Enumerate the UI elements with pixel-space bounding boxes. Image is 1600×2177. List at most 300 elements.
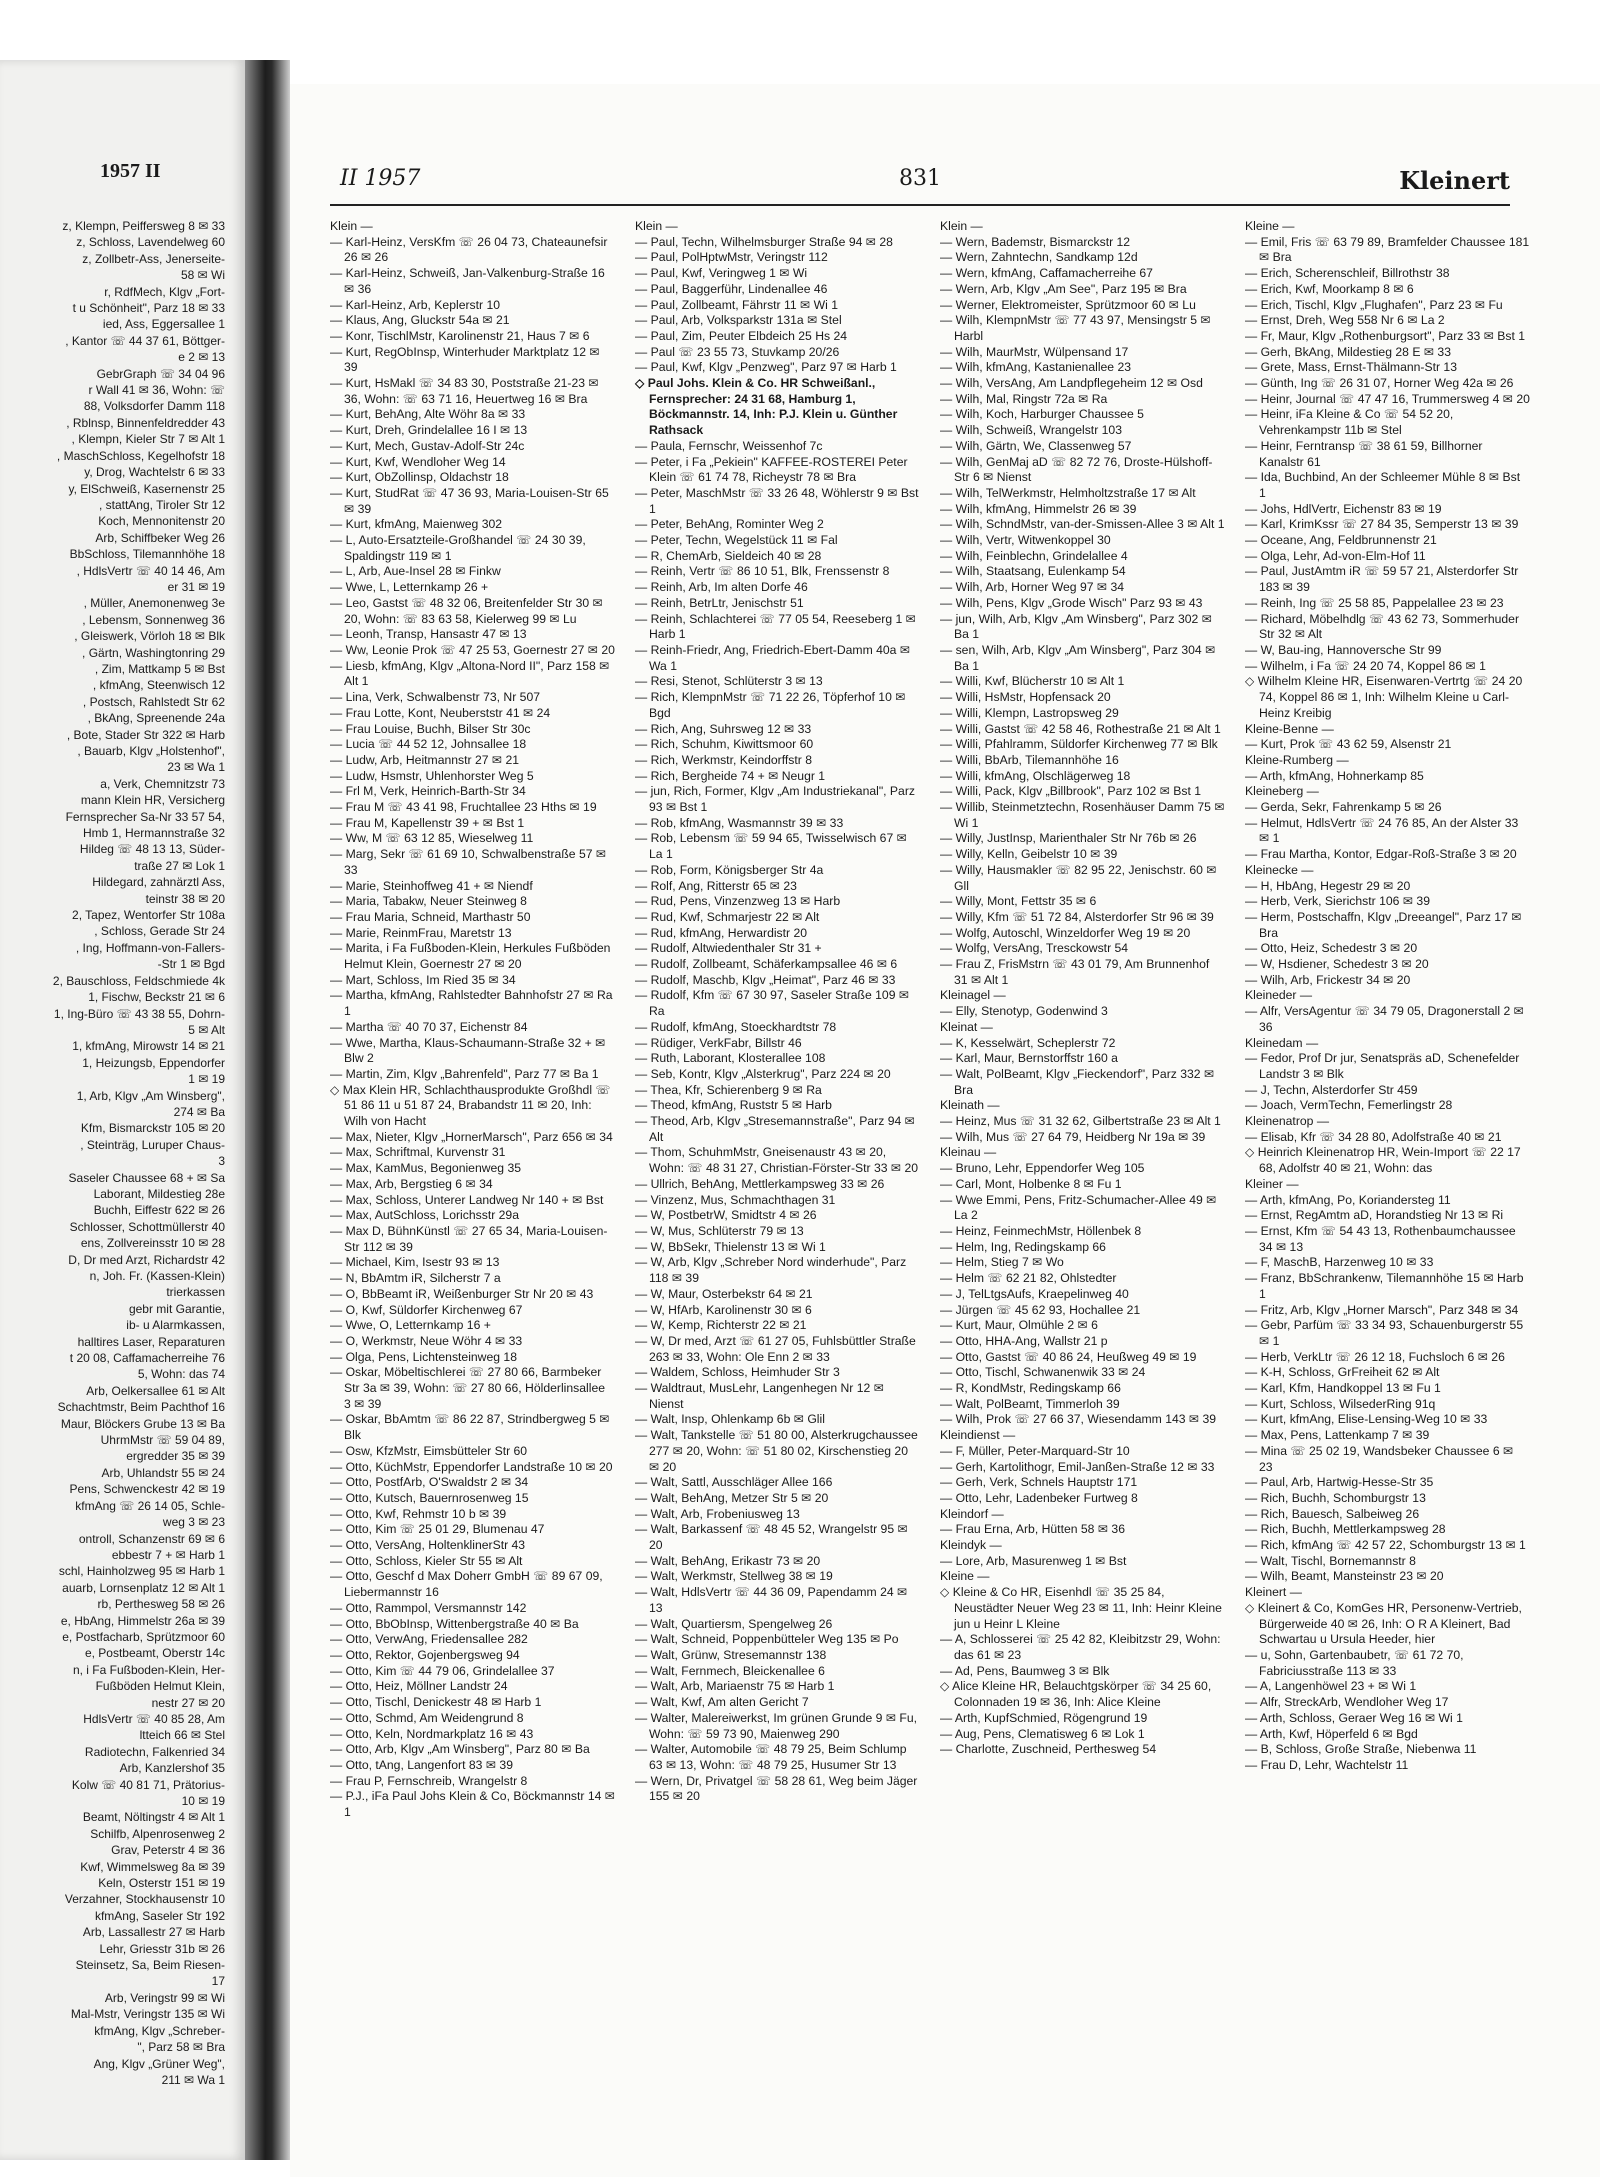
directory-entry: — Kurt, BehAng, Alte Wöhr 8a ✉ 33 bbox=[330, 407, 526, 422]
directory-entry: — Liesb, kfmAng, Klgv „Altona-Nord II", Parz 158 ✉ Alt 1 bbox=[330, 658, 610, 689]
directory-entry: — Frau P, Fernschreib, Wrangelstr 8 bbox=[330, 1773, 528, 1788]
directory-entry: — Franz, BbSchrankenw, Tilemannhöhe 15 ✉ Harb 1 bbox=[1245, 1271, 1524, 1301]
left-page-line: ", Parz 58 ✉ Bra bbox=[137, 2040, 225, 2055]
left-page-line: schl, Hainholzweg 95 ✉ Harb 1 bbox=[58, 1564, 225, 1579]
directory-entry: — Paul ☏ 23 55 73, Stuvkamp 20/26 bbox=[635, 344, 840, 359]
directory-entry: — Otto, Arb, Klgv „Am Winsberg", Parz 80 ✉ Ba bbox=[330, 1742, 590, 1757]
directory-entry: — Walter, Malereiwerkst, Im grünen Grunde 9 ✉ Fu, Wohn: ☏ 59 73 90, Maienweg 290 bbox=[635, 1710, 918, 1741]
directory-entry: — Max, Nieter, Klgv „HornerMarsch", Parz 656 ✉ 34 bbox=[330, 1129, 613, 1144]
left-page-line: Pens, Schwenckestr 42 ✉ 19 bbox=[69, 1482, 225, 1497]
left-page-line: ens, Zollvereinsstr 10 ✉ 28 bbox=[80, 1236, 225, 1251]
left-page-line: kfmAng, Saseler Str 192 bbox=[94, 1908, 225, 1923]
directory-entry: — u, Sohn, Gartenbaubetr, ☏ 61 72 70, Fabriciusstraße 113 ✉ 33 bbox=[1245, 1647, 1464, 1678]
directory-entry: — Willi, HsMstr, Hopfensack 20 bbox=[940, 690, 1111, 705]
left-page-line: Maur, Blöckers Grube 13 ✉ Ba bbox=[60, 1416, 225, 1431]
left-page-line: 17 bbox=[211, 1974, 225, 1989]
left-page-line: 1, Ing-Büro ☏ 43 38 55, Dohrn- bbox=[53, 1006, 225, 1021]
directory-entry: — Arth, Schloss, Geraer Weg 16 ✉ Wi 1 bbox=[1245, 1710, 1463, 1725]
left-page-line: , HdlsVertr ☏ 40 14 46, Am bbox=[76, 563, 225, 578]
directory-entry: — Otto, HHA-Ang, Wallstr 21 p bbox=[940, 1333, 1108, 1348]
directory-entry: — Thea, Kfr, Schierenberg 9 ✉ Ra bbox=[635, 1082, 822, 1097]
running-head-name: Kleinert bbox=[1399, 166, 1510, 195]
directory-entry: — Rich, Buchh, Mettlerkampsweg 28 bbox=[1245, 1522, 1446, 1537]
directory-entry: — Otto, Kutsch, Bauernrosenweg 15 bbox=[330, 1490, 529, 1505]
left-page-line: 10 ✉ 19 bbox=[181, 1794, 225, 1808]
directory-entry: — Max, Schloss, Unterer Landweg Nr 140 + ✉ Bst bbox=[330, 1192, 604, 1207]
directory-entry: — Marie, ReinmFrau, Maretstr 13 bbox=[330, 925, 512, 940]
directory-entry: — Wolfg, Autoschl, Winzeldorfer Weg 19 ✉ 20 bbox=[940, 925, 1191, 940]
directory-entry: — Peter, BehAng, Rominter Weg 2 bbox=[635, 517, 824, 532]
directory-entry: — Gebr, Parfüm ☏ 33 34 93, Schauenburgerstr 55 ✉ 1 bbox=[1245, 1318, 1524, 1348]
directory-entry: ◇ Kleinert & Co, KomGes HR, Personenw-Vertrieb, Bürgerweide 40 ✉ 26, Inh: O R A Kleinert, Bad Schwartau u Ursula Heeder, hier bbox=[1245, 1600, 1522, 1647]
left-page-line: 23 ✉ Wa 1 bbox=[167, 760, 225, 775]
directory-entry: — Wilh, Feinblechn, Grindelallee 4 bbox=[940, 548, 1128, 563]
left-page-line: Fußböden Helmut Klein, bbox=[95, 1679, 225, 1694]
left-page-line: Lehr, Griesstr 31b ✉ 26 bbox=[99, 1941, 225, 1956]
directory-entry: — Rich, Ang, Suhrsweg 12 ✉ 33 bbox=[635, 721, 812, 736]
left-page-line: Arb, Schiffbeker Weg 26 bbox=[95, 530, 225, 545]
left-page-line: , stattAng, Tiroler Str 12 bbox=[98, 497, 225, 512]
directory-entry: — Ernst, RegAmtm aD, Horandstieg Nr 13 ✉ Ri bbox=[1245, 1208, 1504, 1223]
directory-entry: — Erich, Scherenschleif, Billrothstr 38 bbox=[1245, 266, 1450, 281]
right-page bbox=[290, 84, 1600, 2177]
directory-entry: — Reinh, Schlachterei ☏ 77 05 54, Reeseberg 1 ✉ Harb 1 bbox=[635, 611, 916, 642]
directory-entry: — Kurt, HsMakl ☏ 34 83 30, Poststraße 21-23 ✉ 36, Wohn: ☏ 63 71 16, Heuertweg 16 ✉ Bra bbox=[330, 376, 599, 406]
left-page-line: weg 3 ✉ 23 bbox=[162, 1515, 225, 1530]
directory-entry: — Arth, kfmAng, Hohnerkamp 85 bbox=[1245, 768, 1424, 783]
surname-heading: Kleine-Benne — bbox=[1245, 721, 1334, 736]
directory-entry: — Willy, Mont, Fettstr 35 ✉ 6 bbox=[940, 894, 1097, 909]
directory-entry: — Wwe, Martha, Klaus-Schaumann-Straße 32 + ✉ Blw 2 bbox=[330, 1035, 606, 1066]
directory-entry: — Kurt, kfmAng, Elise-Lensing-Weg 10 ✉ 33 bbox=[1245, 1412, 1488, 1427]
left-page-line: Schachtmstr, Beim Pachthof 16 bbox=[57, 1400, 225, 1415]
directory-entry: — Frau Z, FrisMstrn ☏ 43 01 79, Am Brunnenhof 31 ✉ Alt 1 bbox=[940, 957, 1210, 987]
surname-heading: Kleine-Rumberg — bbox=[1245, 752, 1349, 767]
directory-entry: — Otto, Heiz, Möllner Landstr 24 bbox=[330, 1679, 508, 1694]
directory-entry: — Peter, Techn, Wegelstück 11 ✉ Fal bbox=[635, 533, 838, 548]
directory-entry: — Willi, Klempn, Lastropsweg 29 bbox=[940, 705, 1119, 720]
directory-entry: — Wilh, Gärtn, We, Classenweg 57 bbox=[940, 438, 1132, 453]
left-page-line: rb, Perthesweg 58 ✉ 26 bbox=[97, 1597, 225, 1612]
left-page-line: e, Postbeamt, Oberstr 14c bbox=[84, 1646, 225, 1661]
directory-entry: — Wilh, Arb, Frickestr 34 ✉ 20 bbox=[1245, 972, 1411, 987]
directory-entry: — Johs, HdlVertr, Eichenstr 83 ✉ 19 bbox=[1245, 501, 1442, 516]
directory-entry: — Lina, Verk, Schwalbenstr 73, Nr 507 bbox=[330, 690, 541, 705]
directory-entry: — Martha, kfmAng, Rahlstedter Bahnhofstr 27 ✉ Ra 1 bbox=[330, 988, 613, 1019]
directory-entry: — Resi, Stenot, Schlüterstr 3 ✉ 13 bbox=[635, 674, 823, 689]
directory-entry: — Walt, PolBeamt, Klgv „Fieckendorf", Parz 332 ✉ Bra bbox=[940, 1066, 1215, 1097]
directory-entry: — Lore, Arb, Masurenweg 1 ✉ Bst bbox=[940, 1553, 1127, 1568]
directory-entry: — Helm ☏ 62 21 82, Ohlstedter bbox=[940, 1271, 1117, 1286]
directory-entry: — Kurt, Maur, Olmühle 2 ✉ 6 bbox=[940, 1318, 1098, 1333]
directory-entry: — Werner, Elektromeister, Sprützmoor 60 ✉ Lu bbox=[940, 297, 1196, 312]
directory-entry: — Walt, HdlsVertr ☏ 44 36 09, Papendamm 24 ✉ 13 bbox=[635, 1585, 908, 1615]
directory-entry: — Willi, BbArb, Tilemannhöhe 16 bbox=[940, 752, 1119, 767]
directory-entry: — Rich, KlempnMstr ☏ 71 22 26, Töpferhof 10 ✉ Bgd bbox=[635, 690, 906, 720]
directory-entry: — Otto, Keln, Nordmarkplatz 16 ✉ 43 bbox=[330, 1726, 534, 1741]
directory-entry: — Rob, Form, Königsberger Str 4a bbox=[635, 862, 824, 877]
directory-entry: — Wilh, Staatsang, Eulenkamp 54 bbox=[940, 564, 1126, 579]
left-page-line: Ang, Klgv „Grüner Weg", bbox=[93, 2056, 225, 2071]
directory-entry: — Paul, PolHptwMstr, Veringstr 112 bbox=[635, 250, 828, 265]
left-page-line: Grav, Peterstr 4 ✉ 36 bbox=[111, 1843, 225, 1858]
directory-entry: — Arth, Kwf, Höperfeld 6 ✉ Bgd bbox=[1245, 1726, 1418, 1741]
directory-entry: — Paul, Arb, Volksparkstr 131a ✉ Stel bbox=[635, 313, 842, 328]
directory-entry: — Wilh, kfmAng, Kastanienallee 23 bbox=[940, 360, 1132, 375]
directory-entry: — Walt, Schneid, Poppenbütteler Weg 135 ✉ Po bbox=[635, 1632, 899, 1647]
directory-entry: — Wilh, GenMaj aD ☏ 82 72 76, Droste-Hülshoff-Str 6 ✉ Nienst bbox=[940, 454, 1213, 485]
directory-entry: — Wilh, kfmAng, Himmelstr 26 ✉ 39 bbox=[940, 501, 1137, 516]
surname-heading: Kleine — bbox=[1245, 219, 1295, 233]
directory-entry: — Reinh, Ing ☏ 25 58 85, Pappelallee 23 ✉ 23 bbox=[1245, 595, 1504, 610]
directory-entry: — Ida, Buchbind, An der Schleemer Mühle 8 ✉ Bst 1 bbox=[1245, 470, 1521, 500]
directory-entry: — Erich, Kwf, Moorkamp 8 ✉ 6 bbox=[1245, 281, 1414, 296]
left-page-line: Keln, Osterstr 151 ✉ 19 bbox=[98, 1876, 225, 1891]
left-page-line: , Zim, Mattkamp 5 ✉ Bst bbox=[94, 661, 225, 676]
directory-entry: — Marg, Sekr ☏ 61 69 10, Schwalbenstraße 57 ✉ 33 bbox=[330, 847, 607, 877]
directory-entry: — Osw, KfzMstr, Eimsbütteler Str 60 bbox=[330, 1443, 528, 1458]
left-page-line: ebbestr 7 + ✉ Harb 1 bbox=[111, 1547, 225, 1562]
directory-entry: — Frau Louise, Buchh, Bilser Str 30c bbox=[330, 721, 531, 736]
directory-entry: — Wwe, L, Letternkamp 26 + bbox=[330, 580, 489, 595]
left-page-line: t 20 08, Caffamacherreihe 76 bbox=[69, 1351, 225, 1366]
surname-heading: Kleiner — bbox=[1245, 1176, 1299, 1191]
directory-entry: — Otto, BbObInsp, Wittenbergstraße 40 ✉ Ba bbox=[330, 1616, 579, 1631]
directory-entry: — Mina ☏ 25 02 19, Wandsbeker Chaussee 6 ✉ 23 bbox=[1245, 1443, 1514, 1474]
surname-heading: Kleinecke — bbox=[1245, 862, 1314, 877]
directory-entry: — O, Werkmstr, Neue Wöhr 4 ✉ 33 bbox=[330, 1333, 523, 1348]
directory-entry: ◇ Alice Kleine HR, Belauchtgskörper ☏ 34 25 60, Colonnaden 19 ✉ 36, Inh: Alice Kleine bbox=[940, 1679, 1212, 1710]
directory-entry: — L, Auto-Ersatzteile-Großhandel ☏ 24 30 39, Spaldingstr 119 ✉ 1 bbox=[330, 533, 586, 563]
left-page-line: kfmAng ☏ 26 14 05, Schle- bbox=[75, 1498, 225, 1513]
directory-entry: — Max, KamMus, Begonienweg 35 bbox=[330, 1161, 522, 1176]
directory-entry: — Elly, Stenotyp, Godenwind 3 bbox=[940, 1004, 1108, 1019]
directory-entry: — Walt, Tankstelle ☏ 51 80 00, Alsterkrugchaussee 277 ✉ 20, Wohn: ☏ 51 80 02, Kirschenstieg 20 ✉ 20 bbox=[635, 1428, 918, 1474]
directory-entry: — Otto, Rammpol, Versmannstr 142 bbox=[330, 1600, 527, 1615]
surname-heading: Klein — bbox=[635, 219, 678, 233]
directory-entry: — Frau Erna, Arb, Hütten 58 ✉ 36 bbox=[940, 1522, 1125, 1537]
directory-entry: — W, Kemp, Richterstr 22 ✉ 21 bbox=[635, 1318, 807, 1333]
directory-entry: — Charlotte, Zuschneid, Perthesweg 54 bbox=[940, 1742, 1157, 1757]
directory-entry: — Wilh, Arb, Horner Weg 97 ✉ 34 bbox=[940, 580, 1125, 595]
directory-entry: — Heinr, Journal ☏ 47 47 16, Trummersweg 4 ✉ 20 bbox=[1245, 391, 1530, 406]
directory-entry: — Gerh, BkAng, Mildestieg 28 E ✉ 33 bbox=[1245, 344, 1451, 359]
directory-entry: — Kurt, StudRat ☏ 47 36 93, Maria-Louisen-Str 65 ✉ 39 bbox=[330, 485, 609, 516]
directory-entry: — Karl, Maur, Bernstorffstr 160 a bbox=[940, 1051, 1118, 1066]
directory-entry: — Karl-Heinz, VersKfm ☏ 26 04 73, Chateaunefsir 26 ✉ 26 bbox=[330, 234, 608, 265]
directory-entry: — Otto, KüchMstr, Eppendorfer Landstraße 10 ✉ 20 bbox=[330, 1459, 613, 1474]
left-page-line: Laborant, Mildestieg 28e bbox=[93, 1186, 225, 1201]
directory-entry: — Walt, Grünw, Stresemannstr 138 bbox=[635, 1647, 827, 1662]
surname-heading: Kleinagel — bbox=[940, 988, 1006, 1003]
directory-entry: — Wern, Arb, Klgv „Am See", Parz 195 ✉ Bra bbox=[940, 281, 1187, 296]
directory-entry: — Walt, Fernmech, Bleickenallee 6 bbox=[635, 1663, 825, 1678]
left-page-line: r Wall 41 ✉ 36, Wohn: ☏ bbox=[88, 383, 225, 398]
left-page-line: Arb, Uhlandstr 55 ✉ 24 bbox=[101, 1465, 225, 1480]
directory-entry: — Reinh, BetrLtr, Jenischstr 51 bbox=[635, 595, 804, 610]
left-page-line: , Müller, Anemonenweg 3e bbox=[83, 596, 225, 611]
directory-entry: — W, Maur, Osterbekstr 64 ✉ 21 bbox=[635, 1286, 813, 1301]
directory-entry: — Walter, Automobile ☏ 48 79 25, Beim Schlump 63 ✉ 13, Wohn: ☏ 48 79 25, Husumer Str 13 bbox=[635, 1742, 907, 1772]
directory-entry: — Willy, Kelln, Geibelstr 10 ✉ 39 bbox=[940, 847, 1118, 862]
left-page-line: 1, Arb, Klgv „Am Winsberg", bbox=[76, 1088, 225, 1103]
directory-column-2 bbox=[635, 219, 920, 1805]
directory-entry: — W, Hsdiener, Schedestr 3 ✉ 20 bbox=[1245, 957, 1429, 972]
left-page-line: Kolw ☏ 40 81 71, Prätorius- bbox=[71, 1777, 225, 1792]
directory-entry: — A, Langenhöwel 23 + ✉ Wi 1 bbox=[1245, 1679, 1417, 1694]
directory-entry: — Grete, Mass, Ernst-Thälmann-Str 13 bbox=[1245, 360, 1457, 375]
directory-entry: — Otto, VersAng, HoltenklinerStr 43 bbox=[330, 1538, 526, 1553]
directory-entry: — Wilh, Schweiß, Wrangelstr 103 bbox=[940, 423, 1122, 438]
left-page-line: mann Klein HR, Versicherg bbox=[80, 793, 225, 808]
directory-entry: — Wilh, Mus ☏ 27 64 79, Heidberg Nr 19a ✉ 39 bbox=[940, 1129, 1206, 1144]
directory-entry: — Rudolf, Kfm ☏ 67 30 97, Saseler Straße 109 ✉ Ra bbox=[635, 988, 910, 1019]
directory-entry: — Wilh, Prok ☏ 27 66 37, Wiesendamm 143 ✉ 39 bbox=[940, 1412, 1217, 1427]
directory-entry: — Theod, Arb, Klgv „Stresemannstraße", Parz 94 ✉ Alt bbox=[635, 1114, 915, 1144]
directory-entry: — Wwe, O, Letternkamp 16 + bbox=[330, 1318, 491, 1333]
directory-entry: — Martha ☏ 40 70 37, Eichenstr 84 bbox=[330, 1019, 528, 1034]
left-page-line: 274 ✉ Ba bbox=[173, 1104, 225, 1119]
directory-entry: — Herb, Verk, Sierichstr 106 ✉ 39 bbox=[1245, 894, 1430, 909]
left-page-line: , Postsch, Rahlstedt Str 62 bbox=[82, 694, 225, 709]
directory-entry: — Willi, Gastst ☏ 42 58 46, Rothestraße 21 ✉ Alt 1 bbox=[940, 721, 1221, 736]
directory-entry: — Gerh, Verk, Schnels Hauptstr 171 bbox=[940, 1475, 1138, 1490]
directory-entry: — Peter, i Fa „Pekiein" KAFFEE-ROSTEREI Peter Klein ☏ 61 74 78, Richeystr 78 ✉ Bra bbox=[635, 454, 908, 485]
directory-entry: — W, Mus, Schlüterstr 79 ✉ 13 bbox=[635, 1224, 804, 1238]
directory-entry: — Frl M, Verk, Heinrich-Barth-Str 34 bbox=[330, 784, 526, 799]
directory-entry: — Wern, Bademstr, Bismarckstr 12 bbox=[940, 234, 1131, 249]
directory-entry: — Paul, Kwf, Klgv „Penzweg", Parz 97 ✉ Harb 1 bbox=[635, 360, 897, 375]
left-page-line: , Gleiswerk, Vörloh 18 ✉ Blk bbox=[74, 629, 225, 644]
directory-entry: — R, ChemArb, Sieldeich 40 ✉ 28 bbox=[635, 548, 822, 563]
directory-entry: — Walt, Tischl, Bornemannstr 8 bbox=[1245, 1553, 1416, 1568]
directory-entry: — Walt, Insp, Ohlenkamp 6b ✉ Glil bbox=[635, 1412, 825, 1427]
left-page-line: D, Dr med Arzt, Richardstr 42 bbox=[68, 1252, 225, 1267]
directory-entry: — Willi, kfmAng, Olschlägerweg 18 bbox=[940, 768, 1131, 783]
left-page-line: Steinsetz, Sa, Beim Riesen- bbox=[75, 1958, 225, 1973]
directory-entry: — Otto, Tischl, Schwanenwik 33 ✉ 24 bbox=[940, 1365, 1146, 1380]
left-page-line: , BkAng, Spreenende 24a bbox=[87, 711, 225, 726]
directory-entry: — Theod, kfmAng, Ruststr 5 ✉ Harb bbox=[635, 1098, 832, 1113]
directory-entry: ◇ Max Klein HR, Schlachthausprodukte Großhdl ☏ 51 86 11 u 51 87 24, Brabandstr 11 ✉ 20, Inh: Wilh von Hacht bbox=[330, 1082, 611, 1129]
directory-entry: — Oskar, Möbeltischlerei ☏ 27 80 66, Barmbeker Str 3a ✉ 39, Wohn: ☏ 27 80 66, Hölderlinsallee 3 ✉ 39 bbox=[330, 1365, 605, 1411]
left-page-line: , MaschSchloss, Kegelhofstr 18 bbox=[56, 448, 225, 463]
left-page-line: 1, Fischw, Beckstr 21 ✉ 6 bbox=[88, 990, 225, 1005]
left-page-line: halltires Laser, Reparaturen bbox=[77, 1334, 225, 1349]
left-page-line: kfmAng, Klgv „Schreber- bbox=[94, 2023, 225, 2038]
directory-entry: — Ad, Pens, Baumweg 3 ✉ Blk bbox=[940, 1663, 1110, 1678]
left-page-line: , Rblnsp, Binnenfeldredder 43 bbox=[66, 415, 225, 430]
directory-entry: — Otto, Tischl, Denickestr 48 ✉ Harb 1 bbox=[330, 1695, 542, 1710]
surname-heading: Kleinedam — bbox=[1245, 1035, 1319, 1050]
directory-entry: — Rud, Kwf, Schmarjestr 22 ✉ Alt bbox=[635, 909, 820, 924]
directory-entry: — Willy, JustInsp, Marienthaler Str Nr 76b ✉ 26 bbox=[940, 831, 1197, 846]
directory-entry: — Otto, Geschf d Max Doherr GmbH ☏ 89 67 09, Liebermannstr 16 bbox=[330, 1569, 603, 1600]
left-page-line: Fernsprecher Sa-Nr 33 57 54, bbox=[65, 809, 225, 824]
directory-entry: — Alfr, VersAgentur ☏ 34 79 05, Dragonerstall 2 ✉ 36 bbox=[1245, 1004, 1524, 1034]
directory-entry: — Wilh, Beamt, Mansteinstr 23 ✉ 20 bbox=[1245, 1569, 1444, 1584]
left-page-line: a, Verk, Chemnitzstr 73 bbox=[100, 776, 225, 791]
directory-entry: — Rudolf, Zollbeamt, Schäferkampsallee 46 ✉ 6 bbox=[635, 957, 898, 972]
directory-entry: — Konr, TischlMstr, Karolinenstr 21, Haus 7 ✉ 6 bbox=[330, 328, 590, 343]
surname-heading: Kleinat — bbox=[940, 1019, 993, 1034]
directory-entry: — Bruno, Lehr, Eppendorfer Weg 105 bbox=[940, 1161, 1145, 1176]
left-page-line: , Bauarb, Klgv „Holstenhof", bbox=[77, 744, 225, 758]
left-page-line: y, Drog, Wachtelstr 6 ✉ 33 bbox=[84, 465, 225, 480]
directory-entry: — Max D, BühnKünstl ☏ 27 65 34, Maria-Louisen-Str 112 ✉ 39 bbox=[330, 1224, 608, 1254]
directory-entry: — Walt, Barkassenf ☏ 48 45 52, Wrangelstr 95 ✉ 20 bbox=[635, 1522, 908, 1553]
directory-entry: — Paul, Zollbeamt, Fährstr 11 ✉ Wi 1 bbox=[635, 297, 839, 312]
left-page-line: gebr mit Garantie, bbox=[128, 1301, 225, 1316]
directory-entry: — Lucia ☏ 44 52 12, Johnsallee 18 bbox=[330, 737, 527, 752]
directory-entry: — Otto, Kim ☏ 44 79 06, Grindelallee 37 bbox=[330, 1663, 555, 1678]
directory-entry: — Walt, BehAng, Metzer Str 5 ✉ 20 bbox=[635, 1490, 829, 1505]
directory-entry: ◇ Wilhelm Kleine HR, Eisenwaren-Vertrtg ☏ 24 20 74, Koppel 86 ✉ 1, Inh: Wilhelm Kleine u Carl-Heinz Kreibig bbox=[1245, 674, 1523, 720]
directory-entry: — Fr, Maur, Klgv „Rothenburgsort", Parz 33 ✉ Bst 1 bbox=[1245, 328, 1526, 343]
directory-entry: — Frau M, Kapellenstr 39 + ✉ Bst 1 bbox=[330, 815, 525, 830]
left-page-line: BbSchloss, Tilemannhöhe 18 bbox=[69, 547, 225, 562]
directory-entry: — sen, Wilh, Arb, Klgv „Am Winsberg", Parz 304 ✉ Ba 1 bbox=[940, 642, 1216, 673]
directory-entry: — Otto, Rektor, Gojenbergsweg 94 bbox=[330, 1647, 520, 1662]
left-page-line: , Bote, Stader Str 322 ✉ Harb bbox=[66, 727, 225, 742]
directory-entry: — Otto, PostfArb, O'Swaldstr 2 ✉ 34 bbox=[330, 1475, 529, 1490]
directory-entry: — Otto, VerwAng, Friedensallee 282 bbox=[330, 1632, 528, 1647]
directory-entry: — Karl-Heinz, Schweiß, Jan-Valkenburg-Straße 16 ✉ 36 bbox=[330, 266, 605, 296]
left-page-line: y, ElSchweiß, Kasernenstr 25 bbox=[68, 481, 225, 496]
directory-entry: — Alfr, StreckArb, Wendloher Weg 17 bbox=[1245, 1695, 1449, 1710]
directory-entry: — Otto, Kwf, Rehmstr 10 b ✉ 39 bbox=[330, 1506, 507, 1521]
left-page-line: , Ing, Hoffmann-von-Fallers- bbox=[75, 940, 225, 955]
directory-entry: — Fedor, Prof Dr jur, Senatspräs aD, Schenefelder Landstr 3 ✉ Blk bbox=[1245, 1051, 1520, 1081]
directory-entry: — Kurt, Mech, Gustav-Adolf-Str 24c bbox=[330, 438, 525, 453]
directory-entry: — Karl-Heinz, Arb, Keplerstr 10 bbox=[330, 297, 501, 312]
directory-entry: — Otto, Kim ☏ 25 01 29, Blumenau 47 bbox=[330, 1522, 545, 1537]
directory-entry: — Helm, Ing, Redingskamp 66 bbox=[940, 1239, 1106, 1254]
directory-entry: — jun, Wilh, Arb, Klgv „Am Winsberg", Parz 302 ✉ Ba 1 bbox=[940, 611, 1212, 642]
directory-entry: — Waldtraut, MusLehr, Langenhegen Nr 12 ✉ Nienst bbox=[635, 1381, 884, 1411]
directory-entry: — Olga, Lehr, Ad-von-Elm-Hof 11 bbox=[1245, 548, 1426, 563]
left-page-line: trierkassen bbox=[166, 1285, 225, 1300]
surname-heading: Kleineberg — bbox=[1245, 784, 1319, 799]
directory-entry: — Rud, Pens, Vinzenzweg 13 ✉ Harb bbox=[635, 894, 841, 909]
directory-entry: — Walt, Arb, Mariaenstr 75 ✉ Harb 1 bbox=[635, 1679, 835, 1694]
directory-entry: — Rich, Schuhm, Kiwittsmoor 60 bbox=[635, 737, 814, 752]
directory-entry: — Otto, tAng, Langenfort 83 ✉ 39 bbox=[330, 1757, 513, 1772]
directory-entry: — Paul, Baggerführ, Lindenallee 46 bbox=[635, 281, 828, 296]
directory-entry: — Rudolf, kfmAng, Stoeckhardtstr 78 bbox=[635, 1019, 837, 1034]
directory-entry: — jun, Rich, Former, Klgv „Am Industriekanal", Parz 93 ✉ Bst 1 bbox=[635, 784, 915, 815]
left-page-line: Mal-Mstr, Veringstr 135 ✉ Wi bbox=[70, 2007, 225, 2022]
directory-entry: — Karl, KrimKssr ☏ 27 84 35, Semperstr 13 ✉ 39 bbox=[1245, 517, 1519, 532]
directory-entry: — Otto, Lehr, Ladenbeker Furtweg 8 bbox=[940, 1490, 1138, 1505]
directory-entry: — Oskar, BbAmtm ☏ 86 22 87, Strindbergweg 5 ✉ Blk bbox=[330, 1412, 610, 1443]
directory-entry: — Max, Schriftmal, Kurvenstr 31 bbox=[330, 1145, 506, 1160]
left-page-line: Arb, Lassallestr 27 ✉ Harb bbox=[82, 1925, 225, 1940]
directory-entry: — Helmut, HdlsVertr ☏ 24 76 85, An der Alster 33 ✉ 1 bbox=[1245, 815, 1519, 846]
left-page-line: r, RdfMech, Klgv „Fort- bbox=[104, 284, 225, 299]
directory-entry: — Herm, Postschaffn, Klgv „Dreeangel", Parz 17 ✉ Bra bbox=[1245, 909, 1522, 940]
directory-entry: — Ww, Leonie Prok ☏ 47 25 53, Goernestr 27 ✉ 20 bbox=[330, 642, 615, 657]
left-page-line: Schlosser, Schottmüllerstr 40 bbox=[69, 1219, 225, 1234]
directory-entry: — W, Arb, Klgv „Schreber Nord winderhude", Parz 118 ✉ 39 bbox=[635, 1255, 907, 1286]
directory-entry: — Paul, Kwf, Veringweg 1 ✉ Wi bbox=[635, 266, 808, 281]
left-page-line: Arb, Kanzlershof 35 bbox=[119, 1761, 225, 1776]
directory-entry: — Ernst, Dreh, Weg 558 Nr 6 ✉ La 2 bbox=[1245, 313, 1445, 328]
directory-entry: — Kurt, Prok ☏ 43 62 59, Alsenstr 21 bbox=[1245, 737, 1452, 752]
directory-entry: — Reinh, Vertr ☏ 86 10 51, Blk, Frenssenstr 8 bbox=[635, 564, 890, 579]
directory-entry: — Wilh, KlempnMstr ☏ 77 43 97, Mensingstr 5 ✉ Harbl bbox=[940, 313, 1211, 343]
left-page-line: 211 ✉ Wa 1 bbox=[161, 2072, 225, 2087]
directory-entry: — Otto, Schmd, Am Weidengrund 8 bbox=[330, 1710, 524, 1725]
directory-entry: — Ludw, Hsmstr, Uhlenhorster Weg 5 bbox=[330, 768, 534, 783]
directory-entry: — Heinz, Mus ☏ 31 32 62, Gilbertstraße 23 ✉ Alt 1 bbox=[940, 1114, 1221, 1129]
directory-entry: — Rob, kfmAng, Wasmannstr 39 ✉ 33 bbox=[635, 815, 844, 830]
left-page-line: , kfmAng, Steenwisch 12 bbox=[92, 678, 225, 693]
directory-entry: — Klaus, Ang, Gluckstr 54a ✉ 21 bbox=[330, 313, 510, 328]
directory-entry: — Paul, Arb, Hartwig-Hesse-Str 35 bbox=[1245, 1475, 1434, 1490]
directory-entry: — Kurt, ObZollinsp, Oldachstr 18 bbox=[330, 470, 509, 485]
directory-entry: — Otto, Schloss, Kieler Str 55 ✉ Alt bbox=[330, 1553, 523, 1568]
directory-entry: — Mart, Schloss, Im Ried 35 ✉ 34 bbox=[330, 972, 516, 987]
left-page-line: t u Schönheit", Parz 18 ✉ 33 bbox=[72, 301, 225, 316]
directory-entry: — Gerh, Kartolithogr, Emil-Janßen-Straße 12 ✉ 33 bbox=[940, 1459, 1215, 1474]
directory-entry: — Arth, KupfSchmied, Rögengrund 19 bbox=[940, 1710, 1148, 1725]
directory-entry: ◇ Heinrich Kleinenatrop HR, Wein-Import ☏ 22 17 68, Adolfstr 40 ✉ 21, Wohn: das bbox=[1245, 1145, 1521, 1176]
left-page-line: ltteich 66 ✉ Stel bbox=[139, 1728, 225, 1743]
left-page-line: 5 ✉ Alt bbox=[188, 1022, 225, 1037]
left-page-line: z, Zollbetr-Ass, Jenerseite- bbox=[82, 251, 225, 266]
directory-entry: — Rich, kfmAng ☏ 42 57 22, Schomburgstr 13 ✉ 1 bbox=[1245, 1538, 1526, 1553]
directory-entry: — Otto, Gastst ☏ 40 86 24, Heußweg 49 ✉ 19 bbox=[940, 1349, 1197, 1364]
directory-entry: — Walt, Sattl, Ausschläger Allee 166 bbox=[635, 1475, 833, 1490]
directory-entry: — Frau Martha, Kontor, Edgar-Roß-Straße 3 ✉ 20 bbox=[1245, 847, 1517, 862]
directory-column-3 bbox=[940, 219, 1225, 1758]
directory-entry: — Paul, Techn, Wilhelmsburger Straße 94 ✉ 28 bbox=[635, 234, 893, 249]
left-page-line: Arb, Veringstr 99 ✉ Wi bbox=[104, 1990, 225, 2005]
page-header bbox=[330, 166, 1510, 206]
directory-entry: ◇ Paul Johs. Klein & Co. HR Schweißanl., Fernsprecher: 24 31 68, Hamburg 1, Böckmannstr. 14, Inh: P.J. Klein u. Günther Rathsack bbox=[635, 376, 898, 438]
surname-heading: Klein — bbox=[940, 219, 983, 233]
directory-entry: — Erich, Tischl, Klgv „Flughafen", Parz 23 ✉ Fu bbox=[1245, 297, 1503, 312]
directory-entry: — P.J., iFa Paul Johs Klein & Co, Böckmannstr 14 ✉ 1 bbox=[330, 1789, 616, 1820]
directory-entry: — Wwe Emmi, Pens, Fritz-Schumacher-Allee 49 ✉ La 2 bbox=[940, 1192, 1217, 1223]
left-page-line: , Gärtn, Washingtonring 29 bbox=[82, 645, 225, 660]
directory-entry: — W, Dr med, Arzt ☏ 61 27 05, Fuhlsbüttler Straße 263 ✉ 33, Wohn: Ole Enn 2 ✉ 33 bbox=[635, 1333, 916, 1364]
directory-entry: — J, TelLtgsAufs, Kraepelinweg 40 bbox=[940, 1286, 1129, 1301]
directory-entry: — Michael, Kim, Isestr 93 ✉ 13 bbox=[330, 1255, 500, 1270]
directory-entry: — Walt, BehAng, Erikastr 73 ✉ 20 bbox=[635, 1553, 821, 1568]
directory-entry: — Heinr, iFa Kleine & Co ☏ 54 52 20, Vehrenkampstr 11b ✉ Stel bbox=[1245, 407, 1454, 438]
directory-entry: — Max, AutSchloss, Lorichsstr 29a bbox=[330, 1208, 519, 1223]
left-page-line: teinstr 38 ✉ 20 bbox=[145, 891, 225, 906]
directory-entry: — K-H, Schloss, GrFreiheit 62 ✉ Alt bbox=[1245, 1365, 1440, 1380]
directory-entry: — W, PostbetrW, Smidtstr 4 ✉ 26 bbox=[635, 1208, 817, 1223]
directory-entry: — Kurt, Dreh, Grindelallee 16 I ✉ 13 bbox=[330, 423, 528, 438]
directory-entry: — Paula, Fernschr, Weissenhof 7c bbox=[635, 438, 823, 453]
left-page-line: z, Klempn, Peiffersweg 8 ✉ 33 bbox=[62, 219, 225, 233]
directory-entry: — W, HfArb, Karolinenstr 30 ✉ 6 bbox=[635, 1302, 812, 1317]
directory-entry: — Walt, Arb, Frobeniusweg 13 bbox=[635, 1506, 800, 1521]
directory-entry: — Kurt, Schloss, WilsederRing 91q bbox=[1245, 1396, 1436, 1411]
directory-entry: — Walt, Quartiersm, Spengelweg 26 bbox=[635, 1616, 833, 1631]
left-page-line: -Str 1 ✉ Bgd bbox=[157, 957, 225, 972]
left-page-line: 3 bbox=[218, 1154, 225, 1169]
directory-entry: — B, Schloss, Große Straße, Niebenwa 11 bbox=[1245, 1742, 1477, 1757]
directory-entry: — Walt, PolBeamt, Timmerloh 39 bbox=[940, 1396, 1120, 1411]
surname-heading: Kleinath — bbox=[940, 1098, 1000, 1113]
left-page-line: Buchh, Eiffestr 622 ✉ 26 bbox=[93, 1203, 225, 1218]
left-facing-page bbox=[0, 60, 245, 2160]
